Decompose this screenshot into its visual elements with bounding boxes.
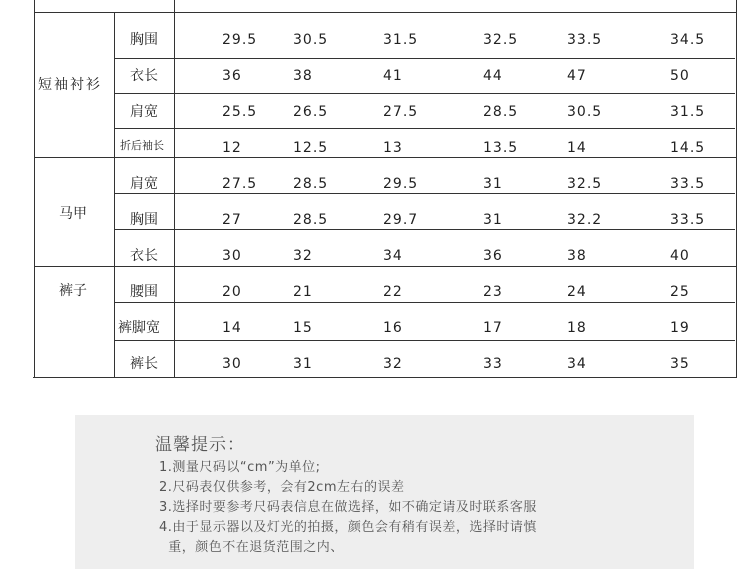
size-value: 16 xyxy=(383,320,403,336)
size-value: 30 xyxy=(222,356,242,372)
table-rule xyxy=(115,128,735,129)
size-value: 13 xyxy=(383,140,403,156)
size-value: 25 xyxy=(670,284,690,300)
table-rule xyxy=(115,93,735,94)
size-value: 31 xyxy=(483,212,503,228)
size-value: 14 xyxy=(222,320,242,336)
size-value: 23 xyxy=(483,284,503,300)
size-value: 32.5 xyxy=(567,176,603,192)
size-value: 47 xyxy=(567,68,587,84)
size-value: 22 xyxy=(383,284,403,300)
size-value: 30 xyxy=(222,248,242,264)
size-value: 29.5 xyxy=(222,32,258,48)
notice-line: 4.由于显示器以及灯光的拍摄，颜色会有稍有误差，选择时请慎 xyxy=(159,520,537,535)
size-value: 36 xyxy=(222,68,242,84)
row-label: 肩宽 xyxy=(130,176,158,192)
size-value: 27 xyxy=(222,212,242,228)
size-value: 30.5 xyxy=(293,32,329,48)
table-rule xyxy=(35,266,736,267)
row-label: 折后袖长 xyxy=(120,139,164,152)
size-value: 12.5 xyxy=(293,140,329,156)
group-label: 马甲 xyxy=(59,206,87,222)
size-value: 50 xyxy=(670,68,690,84)
notice-box xyxy=(75,415,694,569)
size-value: 33.5 xyxy=(670,212,706,228)
size-value: 31 xyxy=(293,356,313,372)
size-value: 27.5 xyxy=(222,176,258,192)
row-label: 裤长 xyxy=(130,356,158,372)
size-value: 27.5 xyxy=(383,104,419,120)
group-label: 裤子 xyxy=(59,283,87,299)
notice-title: 温馨提示： xyxy=(155,435,245,455)
size-value: 36 xyxy=(483,248,503,264)
size-value: 34.5 xyxy=(670,32,706,48)
size-value: 19 xyxy=(670,320,690,336)
group-label: 短袖衬衫 xyxy=(38,77,102,93)
size-value: 28.5 xyxy=(293,212,329,228)
size-value: 32 xyxy=(293,248,313,264)
table-rule xyxy=(35,12,736,13)
size-value: 31.5 xyxy=(670,104,706,120)
size-value: 32.2 xyxy=(567,212,603,228)
size-value: 38 xyxy=(293,68,313,84)
size-value: 33 xyxy=(483,356,503,372)
size-value: 28.5 xyxy=(483,104,519,120)
size-value: 44 xyxy=(483,68,503,84)
row-label: 腰围 xyxy=(130,284,158,300)
size-value: 34 xyxy=(567,356,587,372)
size-value: 13.5 xyxy=(483,140,519,156)
size-value: 18 xyxy=(567,320,587,336)
size-value: 31.5 xyxy=(383,32,419,48)
table-rule xyxy=(174,0,175,378)
table-rule xyxy=(33,377,736,378)
size-value: 38 xyxy=(567,248,587,264)
row-label: 裤脚宽 xyxy=(118,320,160,336)
size-value: 15 xyxy=(293,320,313,336)
table-rule xyxy=(115,229,735,230)
notice-line: 1.测量尺码以“cm”为单位; xyxy=(159,460,321,475)
row-label: 肩宽 xyxy=(130,104,158,120)
size-value: 33.5 xyxy=(670,176,706,192)
size-value: 24 xyxy=(567,284,587,300)
row-label: 衣长 xyxy=(130,68,158,84)
size-value: 35 xyxy=(670,356,690,372)
size-value: 14 xyxy=(567,140,587,156)
size-value: 28.5 xyxy=(293,176,329,192)
size-value: 41 xyxy=(383,68,403,84)
size-value: 29.7 xyxy=(383,212,419,228)
size-value: 31 xyxy=(483,176,503,192)
notice-line: 重，颜色不在退货范围之内、 xyxy=(159,540,344,555)
size-value: 17 xyxy=(483,320,503,336)
table-rule xyxy=(114,12,115,378)
table-rule xyxy=(115,58,735,59)
table-rule xyxy=(115,340,735,341)
size-value: 32 xyxy=(383,356,403,372)
size-value: 14.5 xyxy=(670,140,706,156)
notice-line: 2.尺码表仅供参考，会有2cm左右的误差 xyxy=(159,480,405,495)
size-value: 20 xyxy=(222,284,242,300)
notice-line: 3.选择时要参考尺码表信息在做选择，如不确定请及时联系客服 xyxy=(159,500,537,515)
row-label: 胸围 xyxy=(130,32,158,48)
size-value: 26.5 xyxy=(293,104,329,120)
table-rule xyxy=(115,302,735,303)
table-rule xyxy=(34,0,35,378)
size-value: 30.5 xyxy=(567,104,603,120)
size-value: 33.5 xyxy=(567,32,603,48)
table-rule xyxy=(35,157,736,158)
size-value: 40 xyxy=(670,248,690,264)
table-rule xyxy=(115,193,735,194)
size-value: 34 xyxy=(383,248,403,264)
size-value: 12 xyxy=(222,140,242,156)
row-label: 衣长 xyxy=(130,248,158,264)
row-label: 胸围 xyxy=(130,212,158,228)
size-value: 21 xyxy=(293,284,313,300)
table-rule xyxy=(736,0,737,378)
size-value: 32.5 xyxy=(483,32,519,48)
size-value: 25.5 xyxy=(222,104,258,120)
size-value: 29.5 xyxy=(383,176,419,192)
